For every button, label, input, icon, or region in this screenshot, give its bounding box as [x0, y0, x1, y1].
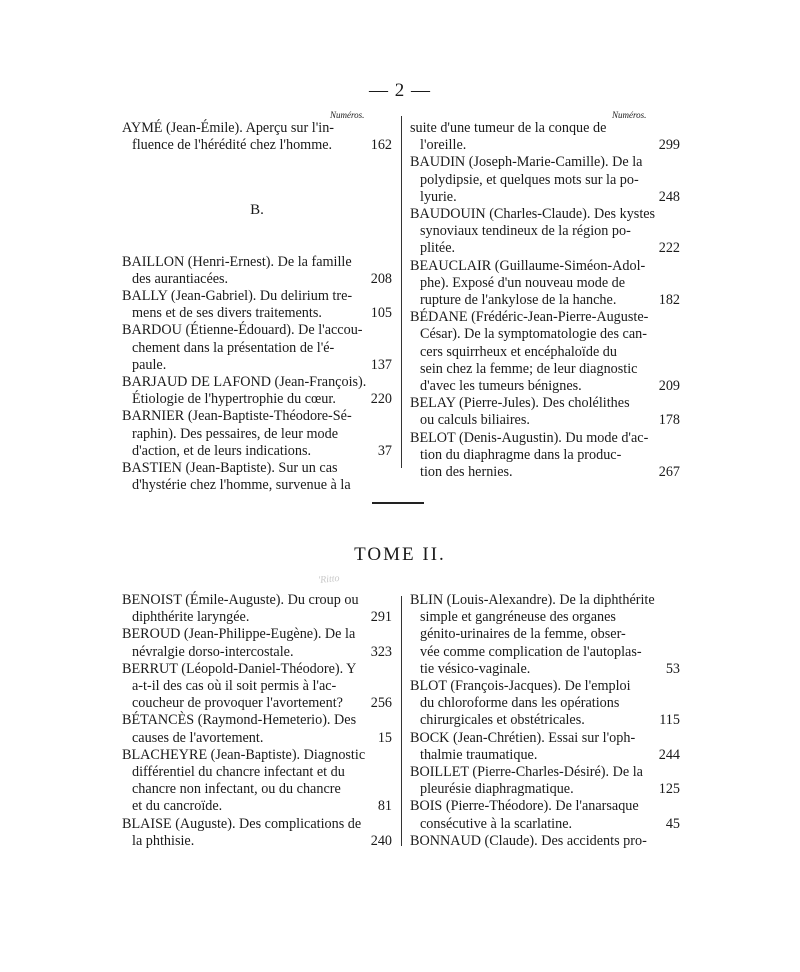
- entry-line: [410, 833, 680, 850]
- column-divider-top: [401, 116, 402, 468]
- entry-line: [122, 609, 392, 626]
- entry-line: [410, 189, 680, 206]
- entry-line: [410, 326, 680, 343]
- entry-text: synoviaux tendineux de la région po-: [420, 223, 631, 240]
- entry-number: [674, 764, 680, 781]
- entry-text: névralgie dorso-intercostale.: [132, 643, 294, 660]
- entry-number: [674, 695, 680, 712]
- entry-line: [122, 357, 392, 374]
- entry-line: [410, 816, 680, 833]
- entry-line: [122, 477, 392, 494]
- entry-text: fluence de l'hérédité chez l'homme.: [132, 137, 333, 154]
- entry-text: paule.: [132, 356, 167, 373]
- page-number: — 2 —: [369, 80, 431, 101]
- index-entry: [122, 661, 392, 713]
- entry-line: [122, 322, 392, 339]
- entry-line: [122, 120, 392, 137]
- entry-number: 182: [658, 292, 680, 309]
- entry-text: génito-urinaires de la femme, obser-: [420, 626, 626, 643]
- entry-text: consécutive à la scarlatine.: [420, 815, 573, 832]
- entry-number: [674, 626, 680, 643]
- entry-number: 256: [370, 695, 392, 712]
- entry-number: [674, 206, 680, 223]
- entry-line: [122, 678, 392, 695]
- entry-text: raphin). Des pessaires, de leur mode: [132, 425, 339, 442]
- entry-number: [386, 120, 392, 137]
- entry-number: [386, 322, 392, 339]
- entry-line: [122, 833, 392, 850]
- entry-line: [122, 764, 392, 781]
- index-entry: [410, 154, 680, 206]
- entry-line: [410, 609, 680, 626]
- index-entry: [410, 764, 680, 798]
- section2-left-column: [122, 592, 392, 850]
- numeros-header-left: Numéros.: [330, 110, 365, 120]
- entry-text: chancre non infectant, ou du chancre: [132, 781, 341, 798]
- entry-line: [122, 695, 392, 712]
- entry-text: l'oreille.: [420, 137, 467, 154]
- entry-line: [410, 206, 680, 223]
- entry-text: chirurgicales et obstétricales.: [420, 712, 585, 729]
- index-entry: [410, 430, 680, 482]
- section2-right-column: [410, 592, 680, 850]
- entry-line: [410, 447, 680, 464]
- entry-line: [122, 443, 392, 460]
- index-entry: [122, 322, 392, 374]
- entry-number: [674, 798, 680, 815]
- entry-number: [386, 477, 392, 494]
- index-entry: [122, 592, 392, 626]
- entry-line: [410, 464, 680, 481]
- entry-line: [410, 292, 680, 309]
- entry-line: [410, 781, 680, 798]
- entry-number: [386, 408, 392, 425]
- entry-line: [410, 309, 680, 326]
- index-entry: [410, 833, 680, 850]
- entry-text: tion des hernies.: [420, 464, 513, 481]
- entry-text: ou calculs biliaires.: [420, 412, 530, 429]
- entry-number: [674, 730, 680, 747]
- entry-line: [410, 361, 680, 378]
- entry-text: BAUDOUIN (Charles-Claude). Des kystes: [410, 206, 656, 223]
- entry-line: [410, 764, 680, 781]
- index-entry: [410, 258, 680, 310]
- entry-line: [122, 288, 392, 305]
- entry-line: [122, 592, 392, 609]
- entry-text: BERRUT (Léopold-Daniel-Théodore). Y: [122, 660, 357, 677]
- entry-number: [386, 374, 392, 391]
- entry-text: BARNIER (Jean-Baptiste-Théodore-Sé-: [122, 408, 352, 425]
- entry-number: [386, 781, 392, 798]
- entry-line: [122, 712, 392, 729]
- entry-line: [122, 661, 392, 678]
- entry-text: César). De la symptomatologie des can-: [420, 326, 647, 343]
- index-entry: [122, 288, 392, 322]
- entry-number: 240: [370, 832, 392, 849]
- entry-line: [410, 430, 680, 447]
- entry-line: [410, 730, 680, 747]
- entry-number: 291: [370, 609, 392, 626]
- entry-number: [386, 678, 392, 695]
- entry-number: [386, 426, 392, 443]
- entry-number: 267: [658, 464, 680, 481]
- entry-text: différentiel du chancre infectant et du: [132, 764, 345, 781]
- entry-text: BLAISE (Auguste). Des complications de: [122, 815, 362, 832]
- entry-number: [674, 833, 680, 850]
- entry-text: BARDOU (Étienne-Édouard). De l'accou-: [122, 322, 363, 339]
- entry-number: [386, 288, 392, 305]
- index-entry: [410, 120, 680, 154]
- entry-number: [674, 361, 680, 378]
- letter-heading: B.: [250, 202, 264, 219]
- library-stamp: 'Ritto: [317, 572, 341, 587]
- entry-number: [386, 626, 392, 643]
- entry-text: rupture de l'ankylose de la hanche.: [420, 292, 617, 309]
- entry-line: [122, 374, 392, 391]
- entry-number: 209: [658, 378, 680, 395]
- section1-left-column: [122, 120, 392, 494]
- entry-text: BAILLON (Henri-Ernest). De la famille: [122, 253, 352, 270]
- entry-line: [122, 426, 392, 443]
- entry-line: [122, 781, 392, 798]
- entry-number: [674, 678, 680, 695]
- entry-line: [410, 223, 680, 240]
- index-entry: [122, 712, 392, 746]
- entry-text: sein chez la femme; de leur diagnostic: [420, 360, 638, 377]
- entry-number: [674, 258, 680, 275]
- entry-number: [386, 712, 392, 729]
- entry-text: la phthisie.: [132, 832, 195, 849]
- entry-line: [122, 391, 392, 408]
- entry-text: suite d'une tumeur de la conque de: [410, 120, 607, 136]
- entry-number: [386, 460, 392, 477]
- index-entry: [410, 206, 680, 258]
- entry-text: d'hystérie chez l'homme, survenue à la: [132, 477, 351, 494]
- entry-text: BEAUCLAIR (Guillaume-Siméon-Adol-: [410, 257, 646, 274]
- index-entry: [122, 460, 392, 494]
- index-entry: [410, 678, 680, 730]
- entry-number: [674, 609, 680, 626]
- entry-text: BÉTANCÈS (Raymond-Hemeterio). Des: [122, 712, 357, 729]
- entry-line: [410, 137, 680, 154]
- entry-text: BELOT (Denis-Augustin). Du mode d'ac-: [410, 429, 649, 446]
- entry-number: [386, 764, 392, 781]
- entry-text: BELAY (Pierre-Jules). Des cholélithes: [410, 395, 630, 412]
- entry-number: [674, 120, 680, 137]
- index-entry: [410, 798, 680, 832]
- entry-text: lyurie.: [420, 188, 457, 205]
- entry-line: [122, 644, 392, 661]
- entry-number: [674, 309, 680, 326]
- entry-text: BLOT (François-Jacques). De l'emploi: [410, 678, 631, 695]
- entry-text: causes de l'avortement.: [132, 729, 264, 746]
- entry-text: BENOIST (Émile-Auguste). Du croup ou: [122, 592, 359, 608]
- entry-text: simple et gangréneuse des organes: [420, 609, 616, 626]
- entry-number: [674, 447, 680, 464]
- entry-text: BÉDANE (Frédéric-Jean-Pierre-Auguste-: [410, 309, 649, 326]
- entry-line: [410, 747, 680, 764]
- entry-line: [122, 460, 392, 477]
- entry-number: 248: [658, 188, 680, 205]
- entry-text: et du cancroïde.: [132, 798, 223, 815]
- entry-line: [122, 626, 392, 643]
- entry-line: [410, 626, 680, 643]
- entry-line: [122, 254, 392, 271]
- entry-text: coucheur de provoquer l'avortement?: [132, 695, 343, 712]
- index-entry: [122, 254, 392, 288]
- entry-number: [674, 430, 680, 447]
- entry-text: cers squirrheux et encéphaloïde du: [420, 343, 617, 360]
- index-entry: [410, 730, 680, 764]
- entry-number: 45: [665, 815, 680, 832]
- entry-text: Étiologie de l'hypertrophie du cœur.: [132, 391, 336, 408]
- entry-number: 323: [370, 643, 392, 660]
- entry-number: 208: [370, 270, 392, 287]
- entry-line: [410, 712, 680, 729]
- entry-text: BALLY (Jean-Gabriel). Du delirium tre-: [122, 288, 353, 305]
- entry-line: [410, 678, 680, 695]
- entry-number: 162: [370, 137, 392, 154]
- entry-text: polydipsie, et quelques mots sur la po-: [420, 171, 639, 188]
- entry-text: BOILLET (Pierre-Charles-Désiré). De la: [410, 764, 643, 781]
- entry-text: thalmie traumatique.: [420, 746, 538, 763]
- entry-line: [410, 412, 680, 429]
- index-entry: [122, 747, 392, 816]
- entry-line: [122, 137, 392, 154]
- tome-title: TOME II.: [354, 544, 446, 565]
- entry-text: tie vésico-vaginale.: [420, 660, 531, 677]
- entry-line: [410, 661, 680, 678]
- entry-line: [410, 395, 680, 412]
- entry-line: [122, 271, 392, 288]
- index-entry: [122, 120, 392, 154]
- entry-line: [410, 344, 680, 361]
- entry-text: BASTIEN (Jean-Baptiste). Sur un cas: [122, 460, 338, 477]
- entry-line: [410, 258, 680, 275]
- entry-line: [410, 798, 680, 815]
- entry-line: [122, 798, 392, 815]
- entry-text: phe). Exposé d'un nouveau mode de: [420, 274, 626, 291]
- entry-number: 115: [659, 712, 680, 729]
- entry-line: [410, 240, 680, 257]
- entry-number: 222: [658, 240, 680, 257]
- entry-text: a-t-il des cas où il soit permis à l'ac-: [132, 678, 337, 695]
- entry-text: BOCK (Jean-Chrétien). Essai sur l'oph-: [410, 729, 636, 746]
- index-entry: [122, 816, 392, 850]
- section1-right-column: [410, 120, 680, 481]
- index-entry: [122, 408, 392, 460]
- entry-number: [386, 661, 392, 678]
- entry-line: [122, 305, 392, 322]
- entry-number: 299: [658, 137, 680, 154]
- entry-text: plitée.: [420, 240, 456, 257]
- entry-text: BEROUD (Jean-Philippe-Eugène). De la: [122, 626, 356, 643]
- entry-number: [674, 275, 680, 292]
- entry-text: des aurantiacées.: [132, 270, 229, 287]
- entry-line: [122, 730, 392, 747]
- entry-line: [122, 816, 392, 833]
- entry-number: [674, 395, 680, 412]
- entry-line: [410, 695, 680, 712]
- entry-number: [674, 344, 680, 361]
- entry-number: [674, 223, 680, 240]
- index-entry: [410, 395, 680, 429]
- entry-text: BONNAUD (Claude). Des accidents pro-: [410, 832, 647, 849]
- entry-number: [386, 747, 392, 764]
- entry-line: [410, 592, 680, 609]
- entry-number: [386, 340, 392, 357]
- entry-number: [386, 592, 392, 609]
- entry-line: [410, 120, 680, 137]
- entry-text: AYMÉ (Jean-Émile). Aperçu sur l'in-: [122, 120, 335, 136]
- entry-line: [122, 747, 392, 764]
- entry-number: 220: [370, 391, 392, 408]
- entry-line: [410, 154, 680, 171]
- entry-number: 137: [370, 356, 392, 373]
- entry-number: 178: [658, 412, 680, 429]
- entry-number: 53: [665, 660, 680, 677]
- entry-number: 125: [658, 781, 680, 798]
- entry-number: [674, 644, 680, 661]
- section-divider-rule: [372, 502, 424, 504]
- entry-text: mens et de ses divers traitements.: [132, 305, 322, 322]
- index-entry: [122, 374, 392, 408]
- entry-number: [674, 326, 680, 343]
- entry-text: BLACHEYRE (Jean-Baptiste). Diagnostic: [122, 746, 366, 763]
- entry-text: diphthérite laryngée.: [132, 609, 250, 626]
- entry-text: BARJAUD DE LAFOND (Jean-François).: [122, 374, 367, 391]
- entry-text: du chloroforme dans les opérations: [420, 695, 620, 712]
- entry-text: pleurésie diaphragmatique.: [420, 781, 574, 798]
- entry-text: BLIN (Louis-Alexandre). De la diphthérite: [410, 592, 655, 608]
- entry-number: [674, 172, 680, 189]
- index-entry: [410, 309, 680, 395]
- entry-line: [122, 340, 392, 357]
- entry-number: 244: [658, 746, 680, 763]
- entry-number: [386, 816, 392, 833]
- entry-number: 15: [377, 729, 392, 746]
- entry-line: [410, 378, 680, 395]
- entry-number: [674, 592, 680, 609]
- entry-text: tion du diaphragme dans la produc-: [420, 446, 622, 463]
- index-entry: [410, 592, 680, 678]
- entry-number: [674, 154, 680, 171]
- entry-number: 105: [370, 305, 392, 322]
- entry-text: vée comme complication de l'autoplas-: [420, 643, 642, 660]
- entry-line: [410, 172, 680, 189]
- entry-line: [122, 408, 392, 425]
- entry-text: d'action, et de leurs indications.: [132, 442, 312, 459]
- index-entry: [122, 626, 392, 660]
- entry-text: d'avec les tumeurs bénignes.: [420, 378, 582, 395]
- entry-number: 37: [377, 442, 392, 459]
- entry-text: chement dans la présentation de l'é-: [132, 339, 335, 356]
- entry-line: [410, 644, 680, 661]
- entry-text: BAUDIN (Joseph-Marie-Camille). De la: [410, 154, 643, 171]
- numeros-header-right: Numéros.: [612, 110, 647, 120]
- entry-line: [410, 275, 680, 292]
- entry-number: [386, 254, 392, 271]
- entry-number: 81: [377, 798, 392, 815]
- entry-text: BOIS (Pierre-Théodore). De l'anarsaque: [410, 798, 639, 815]
- column-divider-bottom: [401, 596, 402, 846]
